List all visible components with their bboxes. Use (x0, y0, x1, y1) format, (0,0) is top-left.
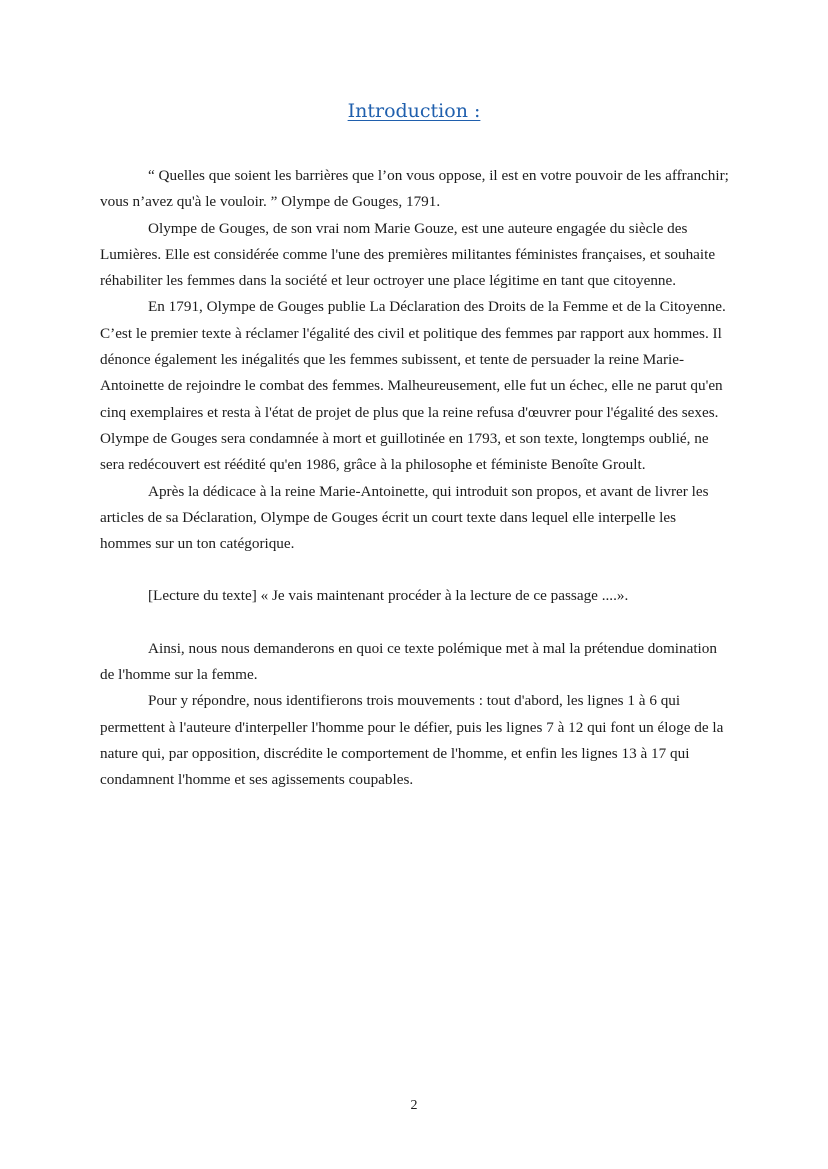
paragraph-plan: Pour y répondre, nous identifierons trois mouvements : tout d'abord, les lignes 1 à 6 qui permettent à l'auteure d'interpeller l'homme pour le défier, puis les lignes 7 à 12 qui font un éloge de la nature qui, par opposition, discrédite le comportement de l'homme, et enfin les lignes 13 à 17 qui condamnent l'homme et ses agissements coupables. (100, 692, 724, 789)
paragraph-passage-situation: Après la dédicace à la reine Marie-Antoinette, qui introduit son propos, et avant de livrer les articles de sa Déclaration, Olympe de Gouges écrit un court texte dans lequel elle interpelle les hommes sur un ton catégorique. (100, 482, 709, 553)
paragraph-author-presentation: Olympe de Gouges, de son vrai nom Marie Gouze, est une auteure engagée du siècle des Lumières. Elle est considérée comme l'une des premières militantes féministes françaises, et souhaite réhabiliter les femmes dans la société et leur octroyer une place légitime en tant que citoyenne. (100, 219, 716, 290)
page-number: 2 (410, 1098, 418, 1113)
paragraph-quote: “ Quelles que soient les barrières que l’on vous oppose, il est en votre pouvoir de les affranchir; vous n’avez qu'à le vouloir. ” Olympe de Gouges, 1791. (100, 167, 729, 211)
paragraph-declaration-context: En 1791, Olympe de Gouges publie La Déclaration des Droits de la Femme et de la Citoyenne. C’est le premier texte à réclamer l'égalité des civil et politique des femmes par rapport aux hommes. Il dénonce également les inégalités que les femmes subissent, et tente de persuader la reine Marie-Antoinette de rejoindre le combat des femmes. Malheureusement, elle fut un échec, elle ne parut qu'en cinq exemplaires et resta à l'état de projet de plus que la reine refusa d'œuvrer pour l'égalité des sexes. Olympe de Gouges sera condamnée à mort et guillotinée en 1793, et son texte, longtemps oublié, ne sera redécouvert est réédité qu'en 1986, grâce à la philosophe et féministe Benoîte Groult. (100, 298, 726, 474)
body-text (100, 163, 730, 794)
paragraph-reading: [Lecture du texte] « Je vais maintenant procéder à la lecture de ce passage ....». (148, 587, 629, 605)
page-title: Introduction : (347, 100, 481, 122)
paragraph-problematic: Ainsi, nous nous demanderons en quoi ce texte polémique met à mal la prétendue domination de l'homme sur la femme. (100, 639, 717, 684)
